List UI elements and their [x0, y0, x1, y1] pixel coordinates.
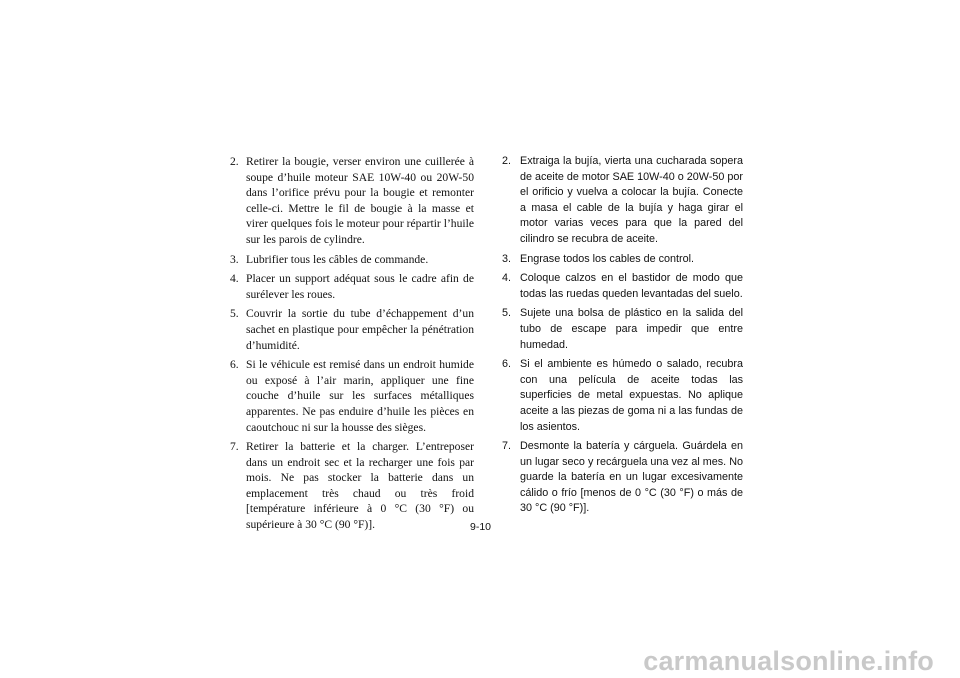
list-item-number: 4.	[230, 272, 239, 286]
list-item-number: 5.	[230, 307, 239, 321]
page-number: 9-10	[470, 521, 492, 533]
list-item	[230, 439, 474, 533]
list-item-text: Desmonte la batería y cárguela. Guárdela en un lugar seco y recárguela una vez al mes. No guarde la batería en un lugar excesivamente cálido o frío [menos de 0 °C (30 °F) o más de 30 °C (90 °F)].	[520, 440, 743, 515]
list-item	[230, 306, 474, 353]
list-item-number: 2.	[230, 155, 239, 168]
list-item	[502, 252, 743, 268]
list-item-text: Si le véhicule est remisé dans un endroit humide ou exposé à l’air marin, appliquer une fine couche d’huile sur les surfaces métalliques apparentes. Ne pas enduire d’huile les pièces en caoutchouc ni sur la housse des sièges.	[246, 358, 474, 434]
list-item-text: Si el ambiente es húmedo o salado, recubra con una película de aceite todas las superficies de metal expuestas. No aplique aceite a las piezas de goma ni a las fundas de los asientos.	[520, 358, 743, 433]
list-item	[502, 357, 743, 435]
list-item-number: 7.	[502, 440, 512, 453]
list-item-text: Lubrifier tous les câbles de commande.	[246, 252, 429, 266]
watermark: carmanualsonline.info	[643, 646, 934, 676]
list-item-text: Retirer la bougie, verser environ une cuillerée à soupe d’huile moteur SAE 10W-40 ou 20W-50 dans l’orifice prévu pour la bougie et remonter celle-ci. Mettre le fil de bougie à la masse et virer quelques fois le moteur pour répartir l’huile sur les parois de cylindre.	[246, 155, 474, 246]
list-item-text: Couvrir la sortie du tube d’échappement d’un sachet en plastique pour empêcher la pénétration d’humidité.	[246, 307, 474, 352]
list-item-text: Sujete una bolsa de plástico en la salida del tubo de escape para impedir que entre humedad.	[520, 307, 743, 351]
list-item	[502, 306, 743, 353]
list-item-number: 6.	[502, 358, 512, 371]
list-item-text: Extraiga la bujía, vierta una cucharada sopera de aceite de motor SAE 10W-40 o 20W-50 por el orificio y vuelva a colocar la bujía. Conecte a masa el cable de la bujía y haga girar el motor varias veces para que la pared del cilindro se recubra de aceite.	[520, 155, 743, 245]
list-item-number: 3.	[230, 252, 239, 266]
list-item-text: Engrase todos los cables de control.	[520, 252, 695, 265]
list-item	[230, 252, 474, 268]
list-item-text: Placer un support adéquat sous le cadre afin de surélever les roues.	[246, 272, 474, 301]
list-item	[230, 357, 474, 435]
list-item-number: 5.	[502, 307, 512, 320]
list-item-text: Coloque calzos en el bastidor de modo que todas las ruedas queden levantadas del suelo.	[520, 272, 743, 300]
list-item-number: 6.	[230, 358, 239, 372]
list-item	[502, 271, 743, 302]
spanish-column	[502, 154, 743, 521]
list-item-number: 7.	[230, 440, 239, 454]
list-item-number: 3.	[502, 252, 512, 265]
list-item-text: Retirer la batterie et la charger. L’entreposer dans un endroit sec et la recharger une fois par mois. Ne pas stocker la batterie dans un emplacement très chaud ou très froid [température inférieure à 0 °C (30 °F) ou supérieure à 30 °C (90 °F)].	[246, 440, 474, 532]
list-item	[230, 271, 474, 302]
list-item-number: 4.	[502, 272, 512, 285]
french-column	[230, 154, 474, 537]
list-item	[502, 439, 743, 517]
list-item	[502, 154, 743, 248]
list-item-number: 2.	[502, 155, 512, 167]
list-item	[230, 154, 474, 248]
